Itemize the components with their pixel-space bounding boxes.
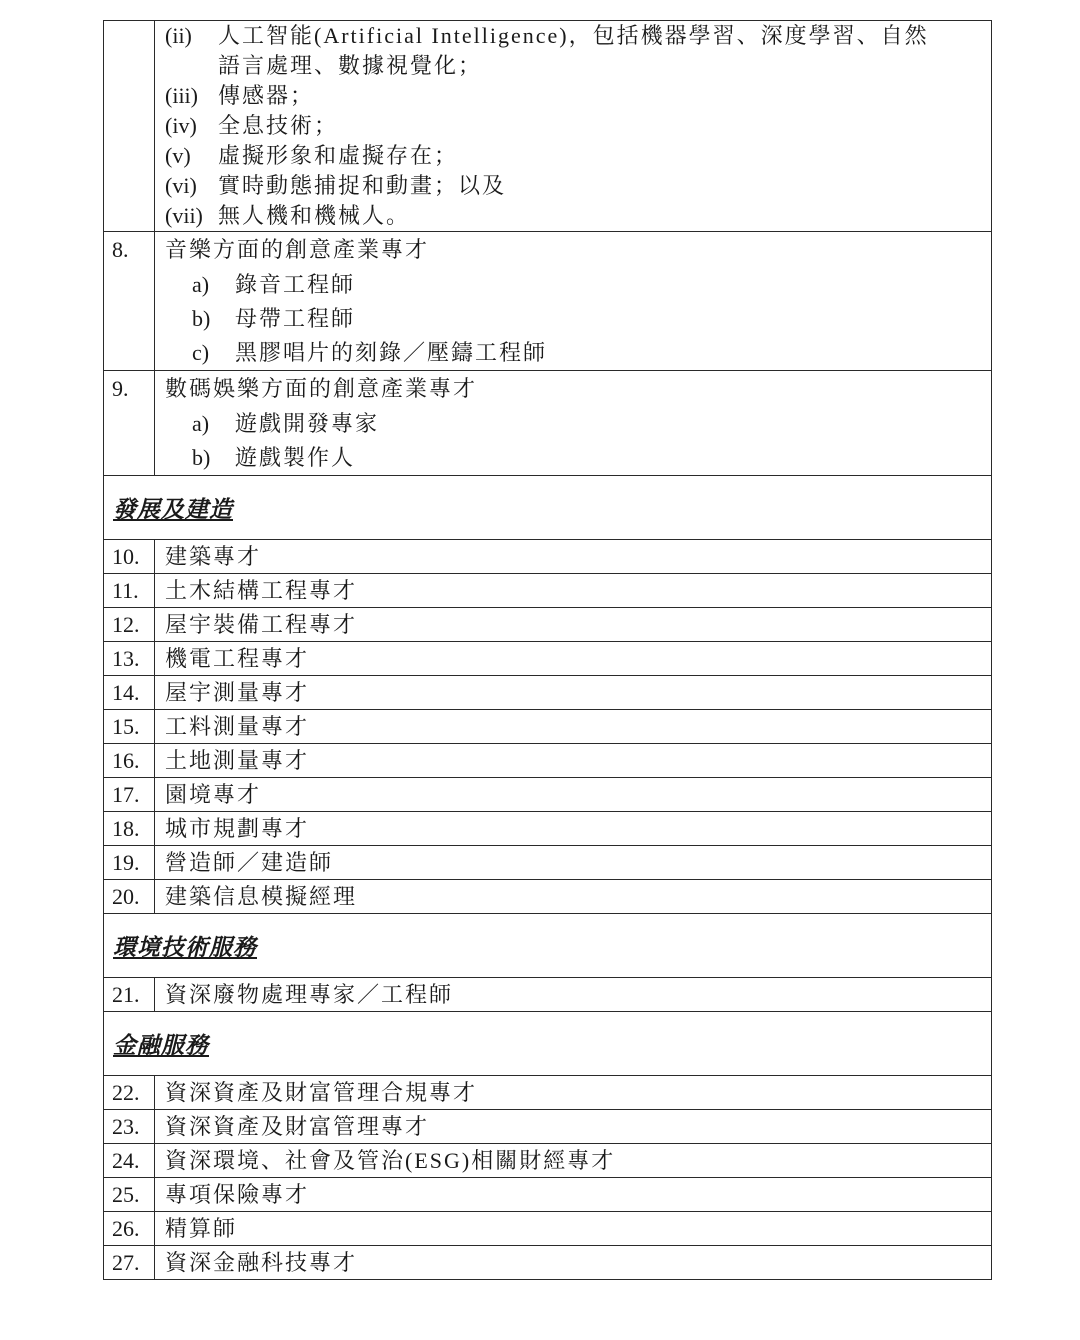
table-row bbox=[104, 778, 992, 812]
row-number: 11. bbox=[104, 574, 155, 608]
section-header-environment bbox=[104, 914, 992, 978]
row-text: 園境專才 bbox=[155, 778, 992, 812]
table-row bbox=[104, 1110, 992, 1144]
table-row bbox=[104, 1178, 992, 1212]
empty-number-cell bbox=[104, 21, 155, 232]
list-item bbox=[165, 302, 991, 336]
row-text: 屋宇測量專才 bbox=[155, 676, 992, 710]
row-number: 25. bbox=[104, 1178, 155, 1212]
table-row bbox=[104, 846, 992, 880]
digital-talent-row bbox=[104, 371, 992, 476]
subitem-text: 實時動態捕捉和動畫；以及 bbox=[218, 173, 507, 198]
tech-subitems-row bbox=[104, 21, 992, 232]
table-row bbox=[104, 812, 992, 846]
row-text: 屋宇裝備工程專才 bbox=[155, 608, 992, 642]
subitem-text: 人工智能(Artificial Intelligence)，包括機器學習、深度學習、自然 bbox=[218, 23, 929, 48]
row-text: 資深廢物處理專家／工程師 bbox=[155, 978, 992, 1012]
subitem-vii bbox=[165, 201, 991, 231]
table-row bbox=[104, 744, 992, 778]
item-text: 黑膠唱片的刻錄／壓鑄工程師 bbox=[235, 340, 548, 365]
list-item bbox=[165, 336, 991, 370]
subitem-label: (v) bbox=[165, 143, 191, 168]
subitem-vi bbox=[165, 171, 991, 201]
table-row bbox=[104, 676, 992, 710]
section-header-cell bbox=[104, 1012, 992, 1076]
item-label: a) bbox=[192, 272, 210, 297]
item-label: c) bbox=[192, 340, 210, 365]
subitem-label: (iv) bbox=[165, 113, 197, 138]
subitem-iii bbox=[165, 81, 991, 111]
table-row bbox=[104, 1144, 992, 1178]
talent-list-table bbox=[103, 20, 992, 1280]
row-number: 27. bbox=[104, 1246, 155, 1280]
category-title: 音樂方面的創意產業專才 bbox=[165, 237, 430, 262]
digital-talent-cell bbox=[155, 371, 992, 476]
row-number: 23. bbox=[104, 1110, 155, 1144]
row-text: 機電工程專才 bbox=[155, 642, 992, 676]
row-number: 9. bbox=[104, 371, 155, 476]
row-number: 13. bbox=[104, 642, 155, 676]
table-row bbox=[104, 608, 992, 642]
table-row bbox=[104, 1212, 992, 1246]
table-row bbox=[104, 1246, 992, 1280]
row-text: 工料測量專才 bbox=[155, 710, 992, 744]
subitem-text: 語言處理、數據視覺化； bbox=[218, 53, 483, 78]
row-text: 土木結構工程專才 bbox=[155, 574, 992, 608]
row-number: 18. bbox=[104, 812, 155, 846]
tech-subitems-cell bbox=[155, 21, 992, 232]
table-row bbox=[104, 710, 992, 744]
table-row bbox=[104, 540, 992, 574]
item-label: b) bbox=[192, 445, 211, 470]
row-text: 資深資產及財富管理合規專才 bbox=[155, 1076, 992, 1110]
table-row bbox=[104, 642, 992, 676]
row-text: 城市規劃專才 bbox=[155, 812, 992, 846]
row-number: 10. bbox=[104, 540, 155, 574]
subitem-label: (vii) bbox=[165, 203, 203, 228]
item-text: 遊戲開發專家 bbox=[235, 411, 380, 436]
section-title: 金融服務 bbox=[113, 1033, 209, 1058]
row-number: 15. bbox=[104, 710, 155, 744]
subitem-iv bbox=[165, 111, 991, 141]
subitem-ii bbox=[165, 21, 991, 81]
section-header-cell bbox=[104, 914, 992, 978]
section-title: 環境技術服務 bbox=[113, 935, 257, 960]
section-header-construction bbox=[104, 476, 992, 540]
row-number: 22. bbox=[104, 1076, 155, 1110]
music-talent-row bbox=[104, 232, 992, 371]
subitem-label: (ii) bbox=[165, 23, 192, 48]
item-text: 遊戲製作人 bbox=[235, 445, 356, 470]
subitem-v bbox=[165, 141, 991, 171]
row-number: 19. bbox=[104, 846, 155, 880]
row-text: 建築專才 bbox=[155, 540, 992, 574]
row-number: 17. bbox=[104, 778, 155, 812]
category-title: 數碼娛樂方面的創意產業專才 bbox=[165, 376, 478, 401]
item-label: b) bbox=[192, 306, 211, 331]
row-number: 12. bbox=[104, 608, 155, 642]
row-text: 專項保險專才 bbox=[155, 1178, 992, 1212]
subitem-text: 虛擬形象和虛擬存在； bbox=[218, 143, 459, 168]
row-text: 土地測量專才 bbox=[155, 744, 992, 778]
item-label: a) bbox=[192, 411, 210, 436]
row-text: 資深資產及財富管理專才 bbox=[155, 1110, 992, 1144]
row-number: 21. bbox=[104, 978, 155, 1012]
row-number: 8. bbox=[104, 232, 155, 371]
subitem-text: 無人機和機械人。 bbox=[218, 203, 411, 228]
item-text: 母帶工程師 bbox=[235, 306, 356, 331]
table-row bbox=[104, 880, 992, 914]
table-row bbox=[104, 1076, 992, 1110]
row-number: 14. bbox=[104, 676, 155, 710]
section-title: 發展及建造 bbox=[113, 497, 233, 522]
row-text: 資深環境、社會及管治(ESG)相關財經專才 bbox=[155, 1144, 992, 1178]
subitem-label: (iii) bbox=[165, 83, 198, 108]
subitem-label: (vi) bbox=[165, 173, 197, 198]
item-text: 錄音工程師 bbox=[235, 272, 356, 297]
row-text: 建築信息模擬經理 bbox=[155, 880, 992, 914]
table-row bbox=[104, 574, 992, 608]
row-number: 16. bbox=[104, 744, 155, 778]
list-item bbox=[165, 407, 991, 441]
section-header-cell bbox=[104, 476, 992, 540]
section-header-finance bbox=[104, 1012, 992, 1076]
row-text: 精算師 bbox=[155, 1212, 992, 1246]
row-number: 20. bbox=[104, 880, 155, 914]
row-text: 資深金融科技專才 bbox=[155, 1246, 992, 1280]
list-item bbox=[165, 268, 991, 302]
subitem-text: 傳感器； bbox=[218, 83, 315, 108]
row-text: 營造師／建造師 bbox=[155, 846, 992, 880]
table-row bbox=[104, 978, 992, 1012]
music-talent-cell bbox=[155, 232, 992, 371]
row-number: 26. bbox=[104, 1212, 155, 1246]
row-number: 24. bbox=[104, 1144, 155, 1178]
list-item bbox=[165, 441, 991, 475]
subitem-text: 全息技術； bbox=[218, 113, 339, 138]
